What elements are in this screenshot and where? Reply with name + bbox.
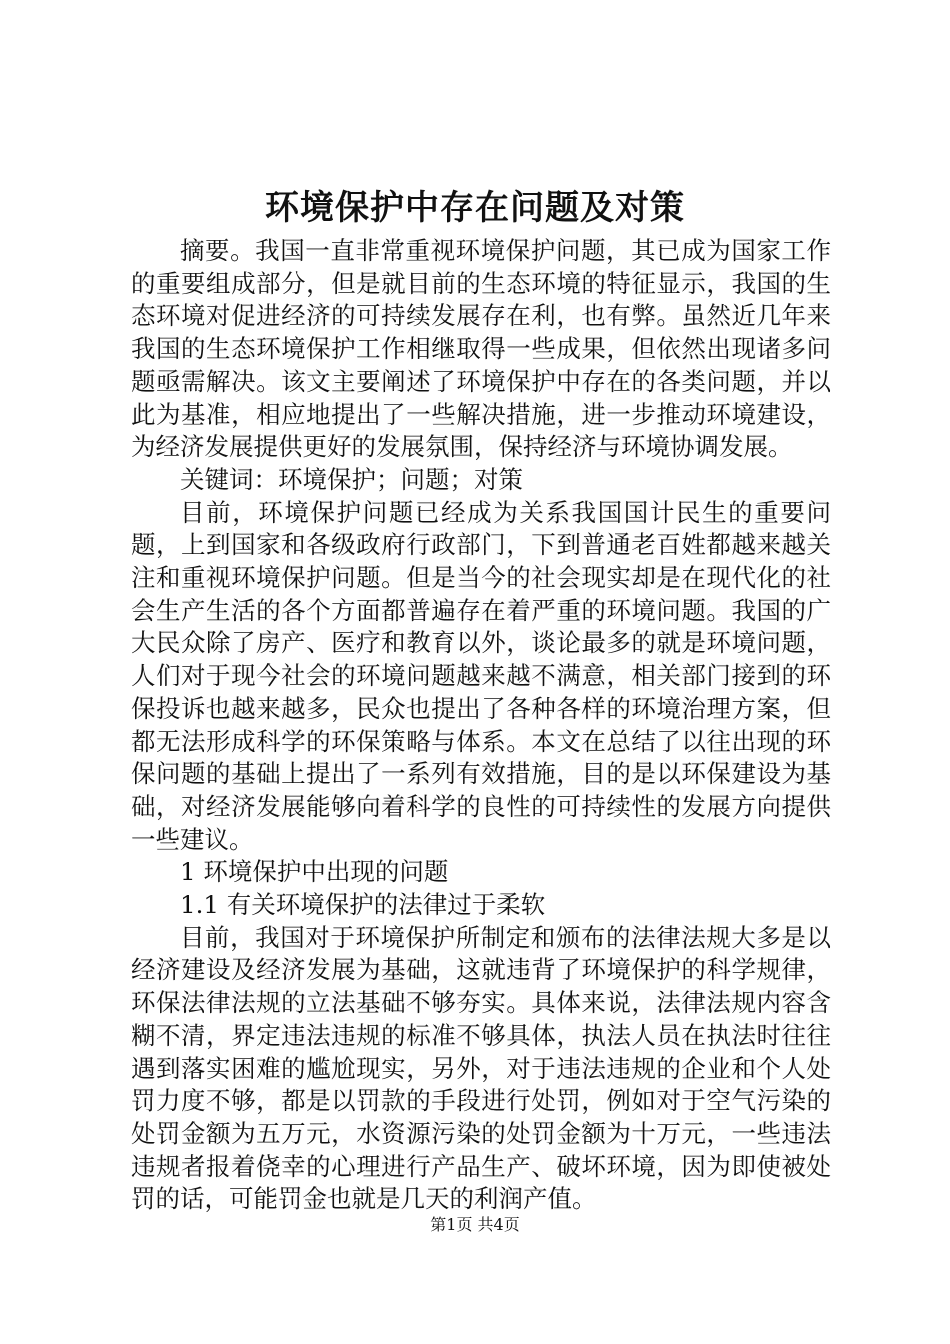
keywords-paragraph: 关键词：环境保护；问题；对策 xyxy=(180,464,523,494)
section-heading-1: 1 环境保护中出现的问题 xyxy=(180,857,449,887)
body-paragraph: 目前，我国对于环境保护所制定和颁布的法律法规大多是以经济建设及经济发展为基础，这就违背了环境保护的科学规律，环保法律法规的立法基础不够夯实。具体来说，法律法规内容含糊不清，界定违法违规的标准不够具体，执法人员在执法时往往遇到落实困难的尴尬现实，另外，对于违法违规的企业和个人处罚力度不够，都是以罚款的手段进行处罚，例如对于空气污染的处罚金额为五万元，水资源污染的处罚金额为十万元，一些违法违规者报着侥幸的心理进行产品生产、破坏环境，因为即使被处罚的话，可能罚金也就是几天的利润产值。 xyxy=(131,922,831,1214)
abstract-paragraph: 摘要。我国一直非常重视环境保护问题，其已成为国家工作的重要组成部分，但是就目前的生态环境的特征显示，我国的生态环境对促进经济的可持续发展存在利，也有弊。虽然近几年来我国的生态环境保护工作相继取得一些成果，但依然出现诸多问题亟需解决。该文主要阐述了环境保护中存在的各类问题，并以此为基准，相应地提出了一些解决措施，进一步推动环境建设，为经济发展提供更好的发展氛围，保持经济与环境协调发展。 xyxy=(131,236,831,462)
intro-paragraph: 目前，环境保护问题已经成为关系我国国计民生的重要问题，上到国家和各级政府行政部门，下到普通老百姓都越来越关注和重视环境保护问题。但是当今的社会现实却是在现代化的社会生产生活的各个方面都普遍存在着严重的环境问题。我国的广大民众除了房产、医疗和教育以外，谈论最多的就是环境问题，人们对于现今社会的环境问题越来越不满意，相关部门接到的环保投诉也越来越多，民众也提出了各种各样的环境治理方案，但都无法形成科学的环保策略与体系。本文在总结了以往出现的环保问题的基础上提出了一系列有效措施，目的是以环保建设为基础，对经济发展能够向着科学的良性的可持续性的发展方向提供一些建议。 xyxy=(131,497,831,854)
page-number-footer: 第1页 共4页 xyxy=(430,1215,520,1234)
document-title: 环境保护中存在问题及对策 xyxy=(265,188,685,228)
subsection-heading-1-1: 1.1 有关环境保护的法律过于柔软 xyxy=(180,890,546,920)
document-body xyxy=(131,235,831,1216)
